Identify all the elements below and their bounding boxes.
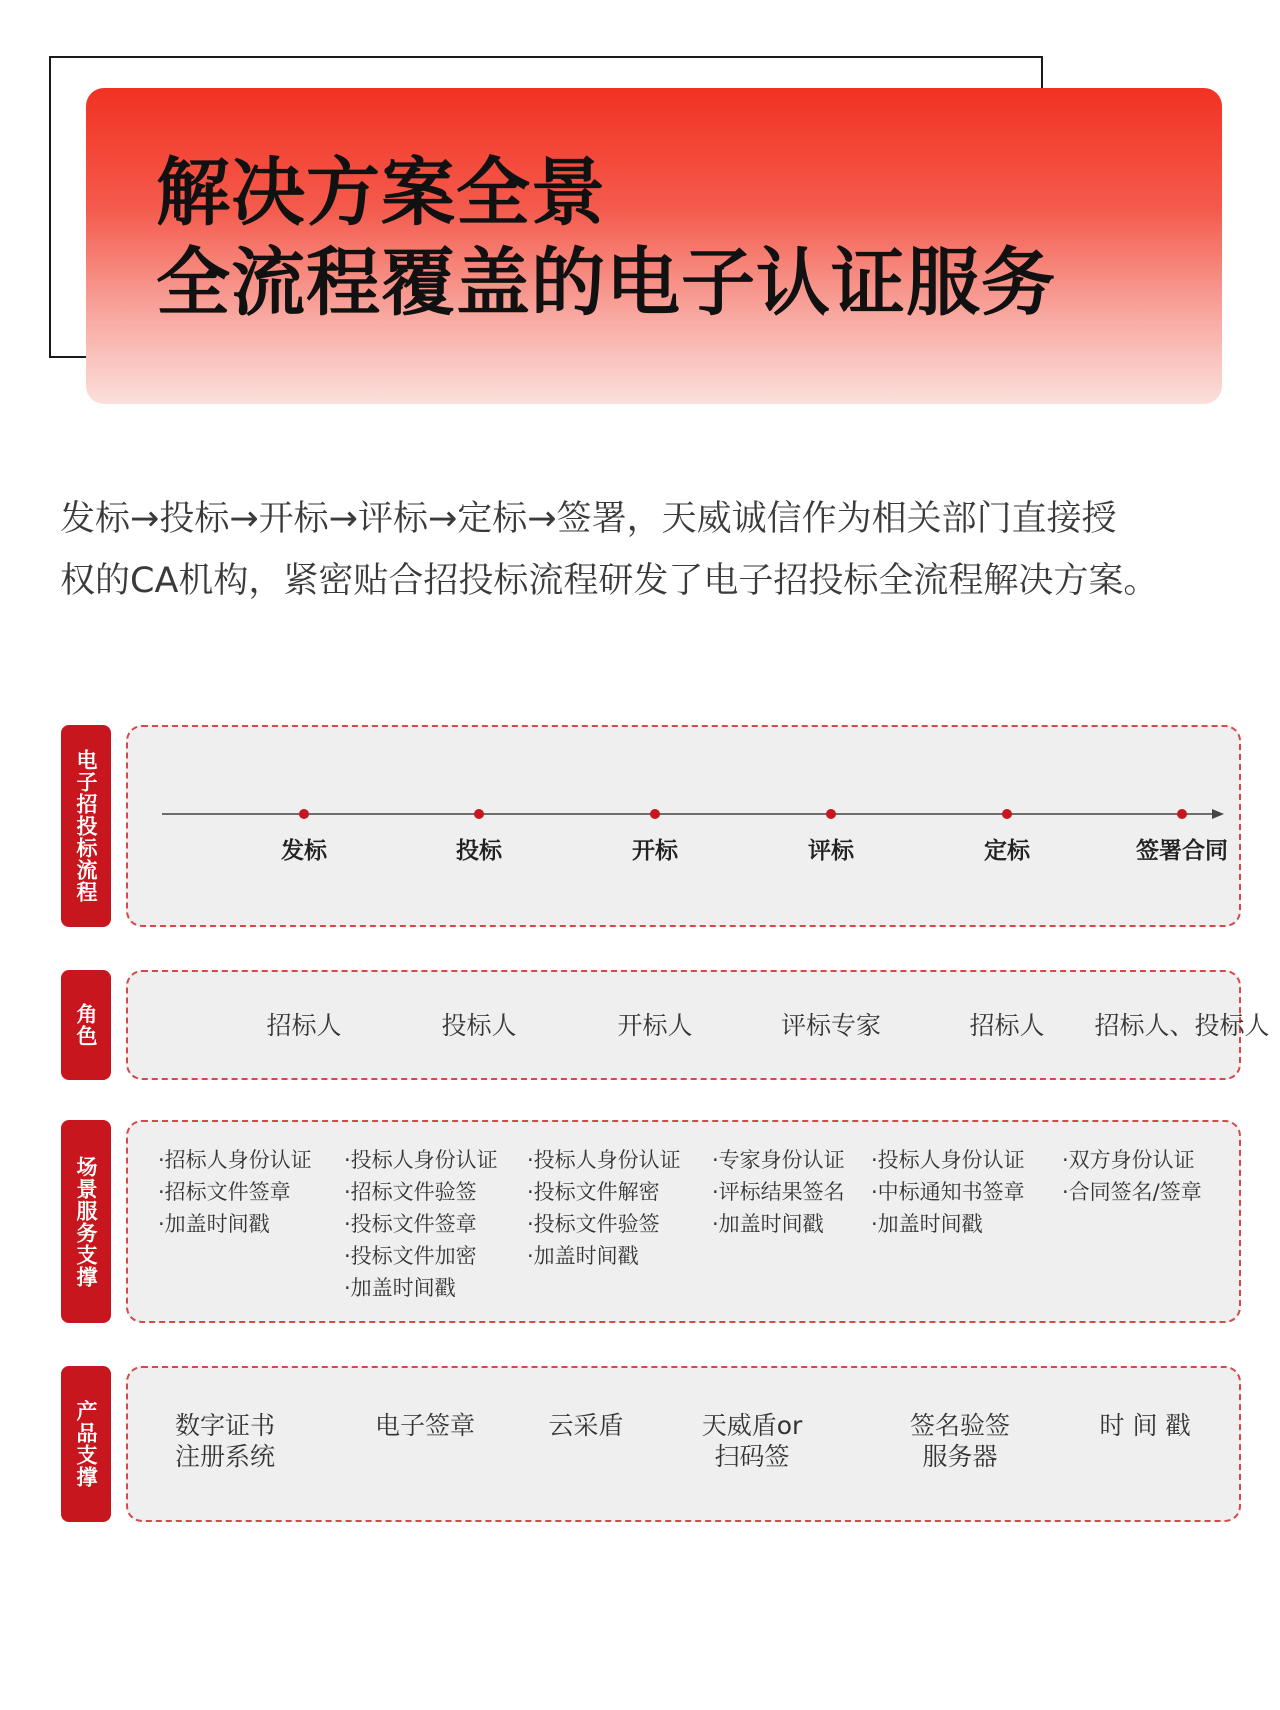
product-label: 云采盾: [548, 1411, 624, 1440]
scene-item: ·投标人身份认证: [344, 1148, 498, 1172]
scene-column: [871, 1144, 1025, 1240]
intro-line-1: 发标→投标→开标→评标→定标→签署，天威诚信作为相关部门直接授: [60, 499, 1117, 539]
role-label: 投标人: [441, 1011, 517, 1040]
role-label: 评标专家: [780, 1011, 882, 1040]
intro-line-2: 权的CA机构，紧密贴合招投标流程研发了电子招投标全流程解决方案。: [60, 561, 1159, 601]
process-step-label: 开标: [632, 838, 678, 864]
product-tag: [61, 1366, 111, 1522]
process-step-dot: [1002, 809, 1012, 819]
scene-column: [527, 1144, 681, 1272]
process-step-label: 投标: [456, 838, 502, 864]
process-timeline: [128, 727, 1243, 925]
scene-row: [61, 1120, 1241, 1323]
page-title: [156, 148, 1056, 328]
product-column: [1100, 1410, 1191, 1441]
scene-panel: [126, 1120, 1241, 1323]
process-tag: [61, 725, 111, 927]
scene-item: ·加盖时间戳: [158, 1212, 270, 1236]
scene-item: ·加盖时间戳: [527, 1244, 639, 1268]
process-step-dot: [474, 809, 484, 819]
scene-item: ·投标文件验签: [527, 1212, 660, 1236]
scene-item: ·中标通知书签章: [871, 1180, 1025, 1204]
role-panel: [126, 970, 1270, 1080]
product-column: [702, 1410, 803, 1472]
scene-item: ·加盖时间戳: [712, 1212, 824, 1236]
scene-tag: [61, 1120, 111, 1323]
process-step-dot: [826, 809, 836, 819]
scene-item: ·投标文件签章: [344, 1212, 477, 1236]
process-step-label: 签署合同: [1136, 838, 1228, 864]
title-banner: [86, 88, 1222, 404]
title-line-1: 解决方案全景: [156, 150, 606, 236]
product-column: [175, 1410, 275, 1472]
product-label: 签名验签: [909, 1411, 1011, 1440]
product-label: 天威盾or: [701, 1411, 803, 1440]
scene-item: ·合同签名/签章: [1062, 1180, 1202, 1204]
scene-item: ·投标人身份认证: [871, 1148, 1025, 1172]
product-column: [548, 1410, 623, 1441]
role-tag: [61, 970, 111, 1080]
product-row: [61, 1366, 1241, 1522]
role-tag-label: 角色: [74, 1003, 98, 1047]
scene-tag-label: 场景服务支撑: [74, 1155, 98, 1288]
title-line-2: 全流程覆盖的电子认证服务: [156, 240, 1056, 326]
scene-item: ·加盖时间戳: [871, 1212, 983, 1236]
product-panel: [126, 1366, 1241, 1522]
scene-item: ·招标文件验签: [344, 1180, 477, 1204]
scene-column: [1062, 1144, 1202, 1208]
scene-item: ·招标人身份认证: [158, 1148, 312, 1172]
product-label: 注册系统: [174, 1442, 276, 1471]
product-label: 扫码签: [714, 1442, 790, 1471]
scene-item: ·双方身份认证: [1062, 1148, 1195, 1172]
scene-column: [344, 1144, 498, 1304]
role-label: 招标人: [969, 1011, 1045, 1040]
scene-item: ·评标结果签名: [712, 1180, 845, 1204]
scene-column: [158, 1144, 312, 1240]
scene-item: ·加盖时间戳: [344, 1276, 456, 1300]
process-step-dot: [299, 809, 309, 819]
process-tag-label: 电子招投标流程: [74, 749, 98, 903]
scene-item: ·投标文件加密: [344, 1244, 477, 1268]
scene-item: ·投标文件解密: [527, 1180, 660, 1204]
role-row: [61, 970, 1270, 1080]
role-label: 招标人、投标人: [1094, 1011, 1270, 1040]
role-label: 开标人: [617, 1011, 693, 1040]
process-step-label: 定标: [984, 838, 1030, 864]
scene-item: ·招标文件签章: [158, 1180, 291, 1204]
scene-item: ·专家身份认证: [712, 1148, 845, 1172]
product-tag-label: 产品支撑: [74, 1400, 98, 1488]
process-row: [61, 725, 1241, 927]
product-label: 数字证书: [174, 1411, 276, 1440]
process-arrow-head: [1212, 809, 1224, 819]
scene-column: [712, 1144, 845, 1240]
role-label: 招标人: [266, 1011, 342, 1040]
process-panel: [126, 725, 1241, 927]
product-column: [910, 1410, 1010, 1472]
process-step-label: 发标: [281, 838, 327, 864]
product-label: 电子签章: [374, 1411, 476, 1440]
process-step-dot: [650, 809, 660, 819]
scene-item: ·投标人身份认证: [527, 1148, 681, 1172]
product-label: 服务器: [922, 1442, 998, 1471]
product-label: 时 间 戳: [1099, 1411, 1191, 1440]
product-column: [375, 1410, 475, 1441]
process-step-label: 评标: [808, 838, 854, 864]
process-step-dot: [1177, 809, 1187, 819]
intro-paragraph: [60, 488, 1240, 612]
